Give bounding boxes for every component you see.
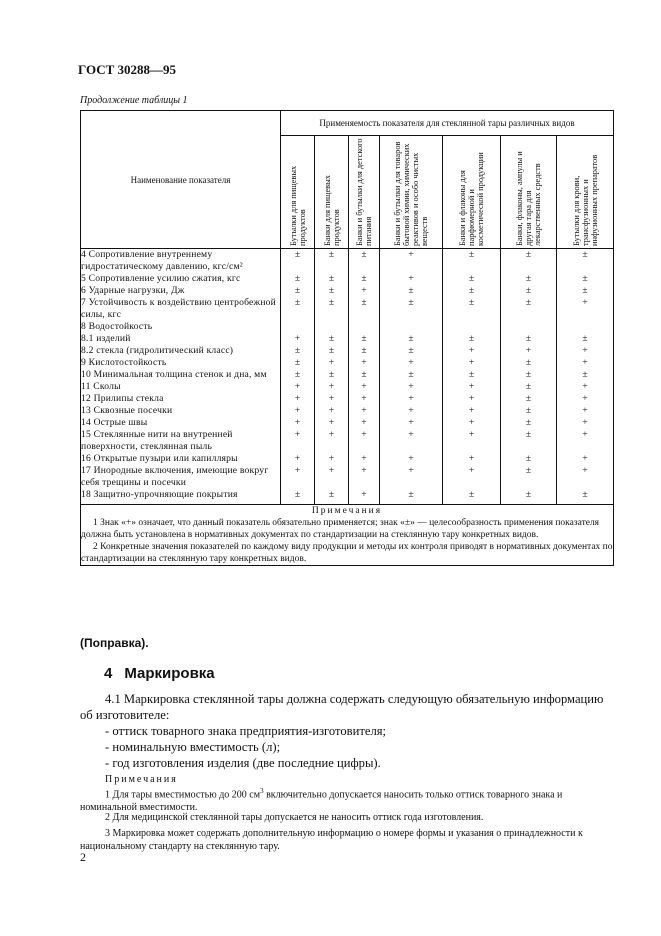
applicability-cell: ±: [349, 345, 380, 357]
page-number: 2: [80, 850, 86, 864]
paragraph-4-1: 4.1 Маркировка стеклянной тары должна содержать следующую обязательную информацию об изготовителе:: [80, 692, 604, 722]
applicability-cell: ±: [315, 333, 349, 345]
applicability-cell: ±: [315, 345, 349, 357]
applicability-cell: +: [281, 453, 315, 465]
applicability-cell: +: [380, 429, 443, 453]
applicability-cell: [443, 321, 501, 333]
table-notes-title: Примечания: [311, 506, 383, 516]
indicator-name: 4 Сопротивление внутреннему гидростатическому давлению, кгс/см²: [81, 249, 281, 274]
applicability-cell: +: [443, 393, 501, 405]
table-row: [81, 381, 614, 393]
document-code: ГОСТ 30288—95: [78, 62, 177, 77]
applicability-cell: ±: [501, 417, 557, 429]
product-column-header-text: Банки и флаконы для парфюмерной и косметической продукции: [458, 152, 485, 246]
applicability-cell: ±: [380, 297, 443, 321]
table-row: [81, 489, 614, 505]
section-notes-title: Примечания: [105, 774, 178, 785]
applicability-cell: ±: [501, 369, 557, 381]
marking-item: - год изготовления изделия (две последние цифры).: [105, 756, 381, 770]
indicator-name: 10 Минимальная толщина стенок и дна, мм: [81, 369, 281, 381]
product-column-header: [443, 136, 501, 249]
table-row: [81, 453, 614, 465]
applicability-cell: ±: [501, 333, 557, 345]
applicability-cell: +: [315, 429, 349, 453]
table-row: [81, 249, 614, 274]
applicability-cell: +: [349, 357, 380, 369]
applicability-cell: ±: [501, 297, 557, 321]
applicability-cell: +: [443, 345, 501, 357]
applicability-cell: +: [349, 393, 380, 405]
applicability-cell: +: [349, 489, 380, 505]
applicability-cell: [315, 321, 349, 333]
table-row: [81, 321, 614, 333]
applicability-cell: [281, 321, 315, 333]
applicability-cell: ±: [443, 285, 501, 297]
applicability-cell: +: [501, 345, 557, 357]
applicability-cell: ±: [349, 249, 380, 274]
applicability-cell: ±: [281, 345, 315, 357]
indicator-name: 15 Стеклянные нити на внутренней поверхности, стеклянная пыль: [81, 429, 281, 453]
applicability-header: Применяемость показателя для стеклянной тары различных видов: [281, 111, 614, 136]
applicability-cell: +: [380, 465, 443, 489]
applicability-cell: ±: [380, 333, 443, 345]
applicability-cell: +: [380, 393, 443, 405]
product-column-header-text: Банки и бутылки для детского питания: [355, 138, 373, 246]
table-row: [81, 297, 614, 321]
applicability-cell: +: [281, 417, 315, 429]
applicability-cell: [501, 321, 557, 333]
indicator-name: 11 Сколы: [81, 381, 281, 393]
name-column-header: Наименование показателя: [81, 111, 281, 249]
applicability-cell: ±: [315, 489, 349, 505]
applicability-cell: +: [380, 381, 443, 393]
indicator-name: 13 Сквозные посечки: [81, 405, 281, 417]
section-note-1-start: 1 Для тары вместимостью до 200 см: [105, 789, 261, 801]
applicability-cell: +: [349, 465, 380, 489]
applicability-cell: ±: [349, 369, 380, 381]
applicability-cell: ±: [557, 249, 614, 274]
section-note-3: 3 Маркировка может содержать дополнительную информацию о номере формы и указания о принадлежности к национальному стандарту на стеклянную тару.: [80, 828, 583, 852]
section-note-1-end: включительно допускается наносить только оттиск товарного знака и номинальной вместимости.: [80, 789, 563, 814]
applicability-cell: ±: [281, 249, 315, 274]
applicability-cell: ±: [315, 285, 349, 297]
applicability-cell: ±: [443, 249, 501, 274]
applicability-cell: ±: [281, 285, 315, 297]
marking-item: - номинальную вместимость (л);: [105, 740, 281, 754]
applicability-cell: ±: [443, 489, 501, 505]
applicability-cell: +: [281, 381, 315, 393]
applicability-cell: [557, 321, 614, 333]
indicator-name: 17 Инородные включения, имеющие вокруг себя трещины и посечки: [81, 465, 281, 489]
table-notes: [81, 505, 614, 566]
applicability-cell: ±: [380, 369, 443, 381]
applicability-cell: ±: [380, 345, 443, 357]
table-note: 1 Знак «+» означает, что данный показатель обязательно применяется; знак «±» — целесообразность применения показателя должна быть установлена в нормативных документах по стандартизации на стеклянную тару конкретных видов.: [81, 518, 600, 540]
indicator-name: 12 Прилипы стекла: [81, 393, 281, 405]
applicability-cell: ±: [501, 273, 557, 285]
applicability-cell: +: [443, 405, 501, 417]
applicability-cell: ±: [557, 333, 614, 345]
applicability-cell: +: [557, 405, 614, 417]
applicability-cell: +: [380, 453, 443, 465]
indicator-name: 8.2 стекла (гидролитический класс): [81, 345, 281, 357]
applicability-cell: ±: [281, 273, 315, 285]
applicability-cell: +: [315, 405, 349, 417]
product-column-header-text: Бутылки для пищевых продуктов: [288, 165, 307, 246]
applicability-cell: ±: [501, 453, 557, 465]
applicability-cell: ±: [501, 381, 557, 393]
indicator-name: 9 Кислотостойкость: [81, 357, 281, 369]
applicability-cell: ±: [557, 273, 614, 285]
product-column-header: [315, 136, 349, 249]
applicability-cell: +: [443, 429, 501, 453]
applicability-cell: +: [281, 465, 315, 489]
applicability-cell: +: [380, 417, 443, 429]
table-row: [81, 285, 614, 297]
indicator-name: 18 Защитно-упрочняющие покрытия: [81, 489, 281, 505]
applicability-cell: [349, 321, 380, 333]
table-continuation-caption: Продолжение таблицы 1: [80, 95, 188, 106]
product-column-header-text: Банки и бутылки для товаров бытовой химии, химических реактивов и особо чистых веществ: [393, 141, 429, 246]
section-title: Маркировка: [124, 665, 215, 682]
indicator-name: 6 Ударные нагрузки, Дж: [81, 285, 281, 297]
product-column-header-text: Банки для пищевых продуктов: [322, 175, 341, 246]
applicability-cell: ±: [501, 357, 557, 369]
applicability-cell: ±: [443, 297, 501, 321]
product-column-header-text: Банки, флаконы, ампулы и другая тара для лекарственных средств: [515, 151, 542, 246]
product-column-header: [557, 136, 614, 249]
applicability-cell: +: [557, 453, 614, 465]
applicability-cell: ±: [501, 285, 557, 297]
table-row: [81, 333, 614, 345]
section-number: 4: [104, 665, 113, 682]
section-note-1: [80, 785, 613, 814]
marking-item: - оттиск товарного знака предприятия-изготовителя;: [105, 724, 387, 738]
notes-row: [81, 505, 614, 566]
applicability-cell: +: [380, 405, 443, 417]
applicability-cell: ±: [281, 369, 315, 381]
applicability-cell: +: [557, 417, 614, 429]
applicability-cell: +: [281, 405, 315, 417]
applicability-cell: ±: [557, 369, 614, 381]
indicator-name: 8.1 изделий: [81, 333, 281, 345]
applicability-cell: ±: [501, 249, 557, 274]
applicability-cell: +: [557, 297, 614, 321]
applicability-cell: +: [315, 465, 349, 489]
applicability-cell: +: [443, 381, 501, 393]
applicability-cell: +: [349, 429, 380, 453]
applicability-cell: +: [349, 285, 380, 297]
applicability-cell: +: [315, 393, 349, 405]
applicability-cell: +: [315, 453, 349, 465]
indicator-name: 14 Острые швы: [81, 417, 281, 429]
indicator-name: 8 Водостойкость: [81, 321, 281, 333]
applicability-cell: ±: [443, 333, 501, 345]
table-row: [81, 417, 614, 429]
applicability-cell: +: [281, 393, 315, 405]
applicability-cell: ±: [501, 465, 557, 489]
applicability-cell: +: [349, 417, 380, 429]
table-row: [81, 393, 614, 405]
table-row: [81, 357, 614, 369]
applicability-cell: +: [380, 273, 443, 285]
applicability-cell: +: [349, 453, 380, 465]
applicability-cell: ±: [380, 489, 443, 505]
section-note-2: 2 Для медицинской стеклянной тары допускается не наносить оттиск года изготовления.: [105, 812, 484, 823]
applicability-cell: +: [380, 357, 443, 369]
indicator-name: 7 Устойчивость к воздействию центробежной силы, кгс: [81, 297, 281, 321]
product-column-header: [380, 136, 443, 249]
applicability-cell: ±: [315, 297, 349, 321]
applicability-table: [80, 110, 614, 566]
applicability-cell: +: [349, 405, 380, 417]
applicability-cell: [380, 321, 443, 333]
section-note-1-sup: 3: [260, 787, 264, 795]
correction-note: (Поправка).: [80, 636, 149, 650]
applicability-cell: ±: [349, 297, 380, 321]
applicability-cell: ±: [281, 357, 315, 369]
indicator-name: 16 Открытые пузыри или капилляры: [81, 453, 281, 465]
applicability-cell: +: [443, 453, 501, 465]
applicability-cell: +: [281, 333, 315, 345]
table-row: [81, 345, 614, 357]
applicability-cell: ±: [557, 285, 614, 297]
applicability-cell: +: [349, 381, 380, 393]
table-row: [81, 465, 614, 489]
applicability-cell: +: [315, 417, 349, 429]
product-column-header: [349, 136, 380, 249]
applicability-cell: +: [557, 357, 614, 369]
applicability-cell: ±: [281, 297, 315, 321]
applicability-cell: +: [380, 249, 443, 274]
applicability-cell: +: [557, 345, 614, 357]
applicability-cell: +: [315, 381, 349, 393]
applicability-cell: ±: [501, 429, 557, 453]
applicability-cell: ±: [501, 393, 557, 405]
product-column-header: [281, 136, 315, 249]
product-column-header-text: Бутылки для крови, трансфузионных и инфузионных препаратов: [571, 154, 599, 246]
applicability-cell: +: [443, 465, 501, 489]
applicability-cell: ±: [501, 405, 557, 417]
table-row: [81, 369, 614, 381]
applicability-cell: +: [281, 429, 315, 453]
indicator-name: 5 Сопротивление усилию сжатия, кгс: [81, 273, 281, 285]
applicability-cell: +: [557, 465, 614, 489]
applicability-cell: ±: [315, 369, 349, 381]
applicability-cell: ±: [501, 489, 557, 505]
table-row: [81, 273, 614, 285]
table-note: 2 Конкретные значения показателей по каждому виду продукции и методы их контроля приводят в нормативных документах по стандартизации на стеклянную тару конкретных видов.: [81, 542, 613, 564]
product-column-header: [501, 136, 557, 249]
table-row: [81, 429, 614, 453]
applicability-cell: +: [443, 357, 501, 369]
section-heading: [104, 665, 215, 682]
table-row: [81, 405, 614, 417]
applicability-cell: ±: [557, 489, 614, 505]
applicability-cell: ±: [443, 369, 501, 381]
applicability-cell: +: [315, 357, 349, 369]
applicability-cell: ±: [281, 489, 315, 505]
applicability-cell: +: [557, 381, 614, 393]
applicability-cell: ±: [315, 249, 349, 274]
applicability-cell: ±: [380, 285, 443, 297]
applicability-cell: ±: [315, 273, 349, 285]
applicability-cell: +: [557, 429, 614, 453]
applicability-cell: ±: [443, 273, 501, 285]
applicability-cell: ±: [349, 273, 380, 285]
applicability-cell: +: [557, 393, 614, 405]
applicability-cell: +: [443, 417, 501, 429]
applicability-cell: ±: [349, 333, 380, 345]
